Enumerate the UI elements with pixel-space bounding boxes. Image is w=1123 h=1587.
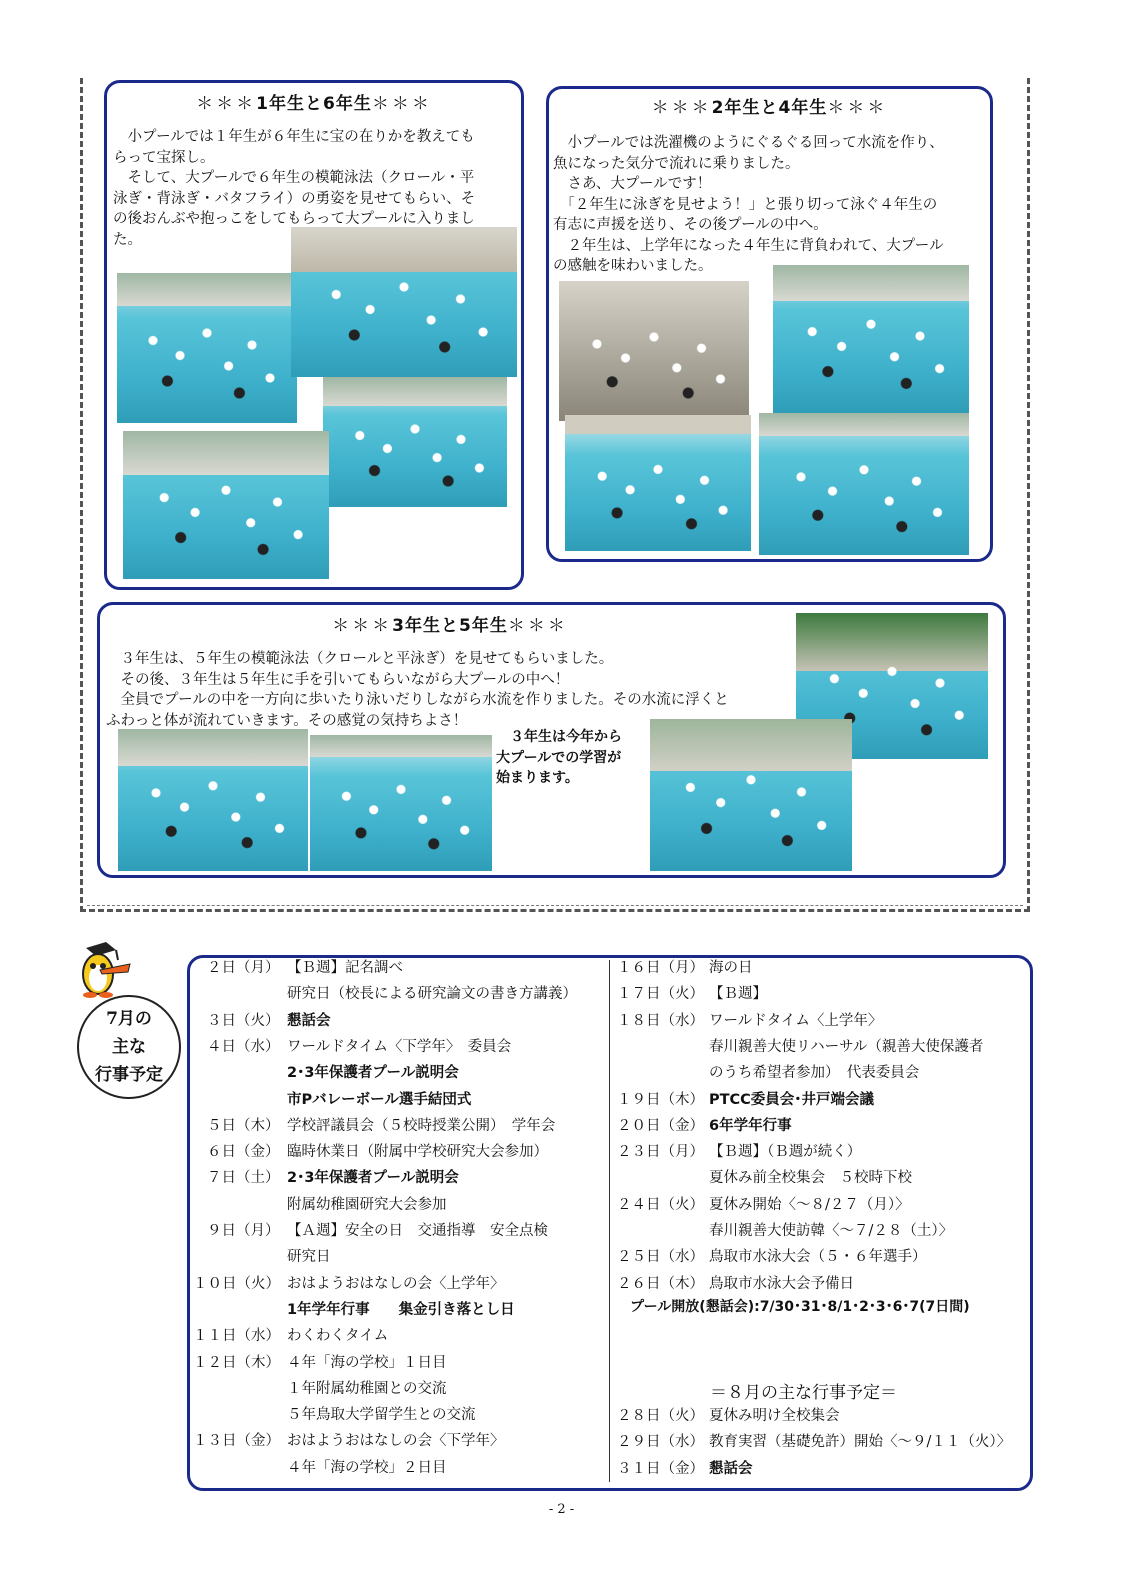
schedule-event: 【Ｂ週】記名調べ (287, 960, 403, 976)
schedule-event: 懇話会 (709, 1460, 753, 1477)
pool-photo (565, 415, 751, 551)
schedule-row (207, 1300, 515, 1320)
pool-photo (310, 735, 492, 871)
schedule-date: ２３日（月） (617, 1144, 704, 1161)
section-grade1-6 (104, 80, 524, 590)
schedule-row (207, 958, 403, 978)
schedule-date: １３日（金） (193, 1433, 280, 1450)
section-text: 小プールでは洗濯機のようにぐるぐる回って水流を作り、 魚になった気分で流れに乗りました。 さあ、大プールです！ 「２年生に泳ぎを見せよう！」と張り切って泳ぐ４年生の 有志に声援を送り、その後プールの中へ。 ２年生は、上学年になった４年生に背負われて、大プール の感触を味わいました。 (553, 135, 944, 274)
schedule-row (617, 1432, 1011, 1452)
schedule-row (207, 1379, 447, 1399)
schedule-date: １９日（木） (617, 1091, 704, 1108)
schedule-row (193, 1326, 388, 1346)
schedule-event: 【Ａ週】安全の日 交通指導 安全点検 (287, 1223, 548, 1239)
schedule-event: 夏休み前全校集会 ５校時下校 (709, 1170, 912, 1187)
schedule-event: おはようおはなしの会〈上学年〉 (287, 1275, 505, 1292)
schedule-date: １７日（火） (617, 986, 704, 1003)
july-schedule-badge: 7月の 主な 行事予定 (77, 995, 181, 1099)
schedule-row (207, 1458, 447, 1478)
schedule-row (617, 984, 767, 1004)
schedule-event: 鳥取市水泳大会予備日 (709, 1275, 854, 1292)
schedule-date: ２４日（火） (617, 1196, 704, 1213)
schedule-row (207, 1037, 511, 1057)
schedule-event: ４年「海の学校」１日目 (287, 1354, 447, 1371)
pool-photo (123, 431, 329, 579)
schedule-event: 6年学年行事 (709, 1117, 792, 1134)
schedule-event: おはようおはなしの会〈下学年〉 (287, 1433, 505, 1450)
schedule-event: １年附属幼稚園との交流 (287, 1380, 447, 1397)
pool-photo (291, 227, 517, 377)
schedule-date: ２６日（木） (617, 1275, 704, 1292)
section-text: 小プールでは１年生が６年生に宝の在りかを教えても らって宝探し。 そして、大プールで６年生の模範泳法（クロール・平 泳ぎ・背泳ぎ・バタフライ）の勇姿を見せてもらい、そ の後おんぶや抱っこをしてもらって大プールに入りまし た。 (113, 129, 476, 248)
schedule-date: ２９日（水） (617, 1434, 704, 1451)
schedule-row (617, 1406, 840, 1426)
schedule-date: １６日（月） (617, 960, 704, 976)
schedule-row (207, 1168, 459, 1188)
schedule-event: 春川親善大使訪韓〈～７/２８（土）〉 (709, 1223, 954, 1239)
schedule-row (617, 1011, 882, 1031)
schedule-date: ２５日（水） (617, 1249, 704, 1266)
schedule-date: ２日（月） (207, 960, 280, 976)
schedule-event: 臨時休業日（附属中学校研究大会参加） (287, 1144, 548, 1161)
penguin-mascot-icon (72, 938, 132, 1000)
schedule-row (207, 984, 577, 1004)
schedule-divider (609, 960, 610, 1482)
schedule-row (207, 1011, 331, 1031)
section-note: ３年生は今年から 大プールでの学習が 始まります。 (496, 729, 622, 786)
pool-open-note: プール開放(懇話会):7/30･31･8/1･2･3･6･7(7日間) (630, 1299, 970, 1315)
schedule-event: 1年学年行事 集金引き落とし日 (287, 1301, 515, 1318)
schedule-event: 附属幼稚園研究大会参加 (287, 1196, 447, 1213)
schedule-event: ５年鳥取大学留学生との交流 (287, 1407, 476, 1424)
pool-photo (759, 413, 969, 555)
schedule-row (617, 1037, 983, 1057)
schedule-row (617, 1247, 927, 1267)
schedule-date: １２日（木） (193, 1354, 280, 1371)
schedule-row (207, 1116, 555, 1136)
schedule-event: わくわくタイム (287, 1328, 389, 1345)
section-title: ＊＊＊2年生と4年生＊＊＊ (651, 98, 888, 118)
schedule-row (617, 1274, 854, 1294)
section-grade2-4 (546, 86, 993, 562)
schedule-row (207, 1142, 548, 1162)
schedule-row (193, 1353, 447, 1373)
schedule-event: 研究日 (287, 1249, 331, 1266)
schedule-date: ７日（土） (207, 1170, 280, 1187)
schedule-event: 市Pバレーボール選手結団式 (287, 1091, 472, 1108)
pool-photo (773, 265, 969, 413)
schedule-row (617, 1142, 861, 1162)
pool-photo (323, 377, 507, 507)
schedule-date: １０日（火） (193, 1275, 280, 1292)
schedule-event: 夏休み明け全校集会 (709, 1408, 840, 1424)
schedule-row (207, 1090, 471, 1110)
schedule-row (193, 1431, 505, 1451)
schedule-date: ５日（木） (207, 1117, 280, 1134)
pool-photo (559, 281, 749, 421)
schedule-date: １１日（水） (193, 1328, 280, 1345)
schedule-event: 鳥取市水泳大会（５・６年選手） (709, 1249, 927, 1266)
section-grade3-5 (97, 602, 1006, 878)
schedule-event: 春川親善大使リハーサル（親善大使保護者 (709, 1038, 984, 1055)
schedule-event: 海の日 (709, 960, 753, 976)
schedule-row (617, 1090, 874, 1110)
schedule-row (617, 1195, 910, 1215)
section-title: ＊＊＊3年生と5年生＊＊＊ (332, 616, 568, 636)
schedule-row (193, 1274, 505, 1294)
schedule-row (207, 1195, 447, 1215)
schedule-event: 夏休み開始〈～８/２７（月）〉 (709, 1196, 910, 1213)
pool-photo (650, 719, 852, 871)
schedule-row (617, 958, 753, 978)
schedule-date: ９日（月） (207, 1223, 280, 1239)
schedule-event: 【Ｂ週】（Ｂ週が続く） (709, 1144, 862, 1161)
schedule-date: １８日（水） (617, 1012, 704, 1029)
schedule-row (207, 1063, 459, 1083)
pool-photo (117, 273, 297, 423)
schedule-event: 2･3年保護者プール説明会 (287, 1065, 459, 1082)
schedule-event: 教育実習（基礎免許）開始〈～９/１１（火）〉 (709, 1434, 1012, 1451)
schedule-event: ワールドタイム〈下学年〉 委員会 (287, 1038, 512, 1055)
page-number: - 2 - (548, 1502, 575, 1517)
pool-photo (118, 729, 308, 871)
august-title: ＝８月の主な行事予定＝ (710, 1383, 897, 1403)
section-title: ＊＊＊1年生と6年生＊＊＊ (196, 94, 432, 114)
schedule-event: 学校評議員会（５校時授業公開） 学年会 (287, 1117, 556, 1134)
schedule-row (617, 1221, 953, 1241)
schedule-date: ６日（金） (207, 1144, 280, 1161)
schedule-event: PTCC委員会･井戸端会議 (709, 1091, 875, 1108)
schedule-row (207, 1247, 331, 1267)
schedule-date: ４日（水） (207, 1038, 280, 1055)
section-text: ３年生は、５年生の模範泳法（クロールと平泳ぎ）を見せてもらいました。 その後、３年生は５年生に手を引いてもらいながら大プールの中へ！ 全員でプールの中を一方向に歩いたり泳いだりしながら水流を作りました。その水流に浮くと ふわっと体が流れていきます。その感覚の気持ちよさ！ (106, 651, 729, 729)
schedule-row (207, 1221, 548, 1241)
schedule-event: 懇話会 (287, 1012, 331, 1029)
schedule-event: 【Ｂ週】 (709, 986, 767, 1003)
schedule-row (617, 1459, 753, 1479)
schedule-event: 2･3年保護者プール説明会 (287, 1170, 459, 1187)
schedule-row (617, 1116, 792, 1136)
schedule-event: ワールドタイム〈上学年〉 (709, 1012, 883, 1029)
schedule-row (207, 1405, 476, 1425)
schedule-date: ３日（火） (207, 1012, 280, 1029)
schedule-date: ２０日（金） (617, 1117, 704, 1134)
schedule-date: ３１日（金） (617, 1460, 704, 1477)
schedule-event: ４年「海の学校」２日目 (287, 1459, 447, 1476)
schedule-event: のうち希望者参加） 代表委員会 (709, 1065, 920, 1082)
schedule-date: ２８日（火） (617, 1408, 704, 1424)
schedule-row (617, 1063, 919, 1083)
schedule-row (617, 1168, 912, 1188)
schedule-event: 研究日（校長による研究論文の書き方講義） (287, 986, 577, 1003)
